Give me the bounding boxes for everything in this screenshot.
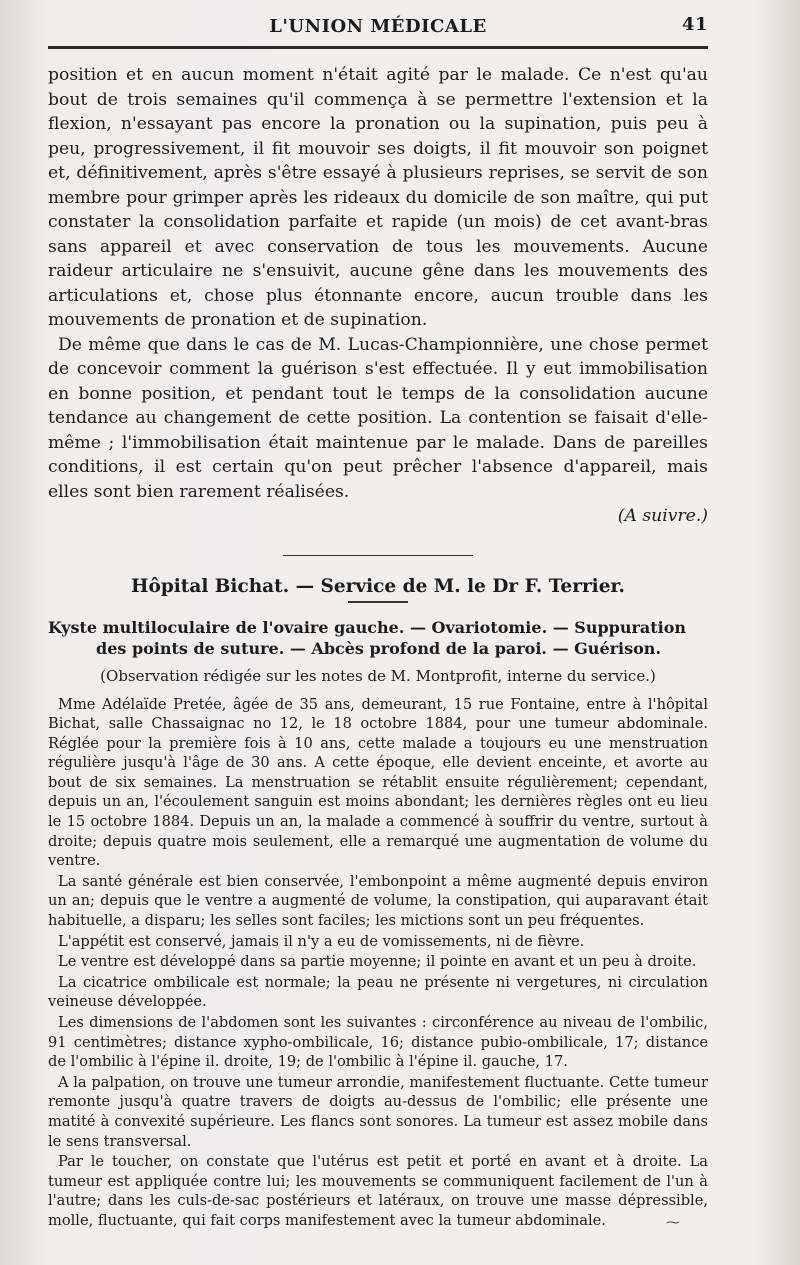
to-follow-note: (A suivre.)	[617, 506, 708, 526]
case-paragraph: L'appétit est conservé, jamais il n'y a eu de vomissements, ni de fièvre.	[58, 932, 585, 950]
pencil-mark-icon: ⁓	[666, 1215, 680, 1231]
section-divider	[283, 555, 473, 556]
header-rule	[48, 46, 708, 49]
case-report	[48, 695, 708, 1231]
heading-rule	[348, 601, 408, 603]
case-paragraph: Les dimensions de l'abdomen sont les suivantes : circonférence au niveau de l'ombilic, 91 centimètres; distance xypho-ombilicale, 16; distance pubio-ombilicale, 17; distance de l'ombilic à l'épine il. droite, 19; de l'ombilic à l'épine il. gauche, 17.	[48, 1014, 708, 1071]
continuation-paragraph-1: position et en aucun moment n'était agité par le malade. Ce n'est qu'au bout de trois semaines qu'il commença à se permettre l'extension et la flexion, n'essayant pas encore la pronation ou la supination, puis peu à peu, progressivement, il fit mouvoir ses doigts, il fit mouvoir son poignet et, définitivement, après s'être essayé à plusieurs reprises, se servit de son membre pour grimper après les rideaux du domicile de son maître, qui put constater la consolidation parfaite et rapide (un mois) de cet avant-bras sans appareil et avec conservation de tous les mouvements. Aucune raideur articulaire ne s'ensuivit, aucune gêne dans les mouvements des articulations et, chose plus étonnante encore, aucun trouble dans les mouvements de pronation et de supination.	[48, 65, 708, 330]
continuation-paragraph-2: De même que dans le cas de M. Lucas-Championnière, une chose permet de concevoir comment la guérison s'est effectuée. Il y eut immobilisation en bonne position, et pendant tout le temps de la consolidation aucune tendance au changement de cette position. La contention se faisait d'elle-même ; l'immobilisation était maintenue par le malade. Dans de pareilles conditions, il est certain qu'on peut prêcher l'absence d'appareil, mais elles sont bien rarement réalisées.	[48, 334, 708, 502]
case-paragraph: Mme Adélaïde Pretée, âgée de 35 ans, demeurant, 15 rue Fontaine, entre à l'hôpital Bichat, salle Chassaignac no 12, le 18 octobre 1884, pour une tumeur abdominale. Réglée pour la première fois à 10 ans, cette malade a toujours eu une menstruation régulière jusqu'à l'âge de 30 ans. A cette époque, elle devient enceinte, et avorte au bout de six semaines. La menstruation se rétablit ensuite régulièrement; cependant, depuis un an, l'écoulement sanguin est moins abondant; les dernières règles ont eu lieu le 15 octobre 1884. Depuis un an, la malade a commencé à souffrir du ventre, surtout à droite; depuis quatre mois seulement, elle a remarqué une augmentation de volume du ventre.	[48, 695, 708, 870]
case-title-line-2: des points de suture. — Abcès profond de la paroi. — Guérison.	[96, 638, 662, 658]
case-paragraph: La santé générale est bien conservée, l'embonpoint a même augmenté depuis environ un an; depuis que le ventre a augmenté de volume, la constipation, qui auparavant était habituelle, a disparu; les selles sont faciles; les mictions sont un peu fréquentes.	[48, 872, 708, 930]
case-title-line-1: Kyste multiloculaire de l'ovaire gauche. — Ovariotomie. — Suppuration	[48, 617, 687, 637]
observation-note: (Observation rédigée sur les notes de M. Montprofit, interne du service.)	[100, 666, 656, 685]
running-header	[48, 0, 708, 46]
hospital-heading: Hôpital Bichat. — Service de M. le Dr F. Terrier.	[131, 575, 625, 597]
continued-article	[48, 63, 708, 529]
case-paragraph: A la palpation, on trouve une tumeur arrondie, manifestement fluctuante. Cette tumeur remonte jusqu'à quatre travers de doigts au-dessus de l'ombilic; elle présente une matité à convexité supérieure. Les flancs sont sonores. La tumeur est assez mobile dans le sens transversal.	[48, 1073, 708, 1150]
page-number: 41	[681, 14, 708, 35]
case-paragraph: La cicatrice ombilicale est normale; la peau ne présente ni vergetures, ni circulation veineuse développée.	[48, 973, 708, 1011]
journal-title: L'UNION MÉDICALE	[269, 16, 487, 37]
case-paragraph: Par le toucher, on constate que l'utérus est petit et porté en avant et à droite. La tumeur est appliquée contre lui; les mouvements se communiquent facilement de l'un à l'autre; dans les culs-de-sac postérieurs et latéraux, on trouve une masse dépressible, molle, fluctuante, qui fait corps manifestement avec la tumeur abdominale.	[48, 1153, 708, 1229]
case-title	[48, 617, 708, 659]
case-paragraph: Le ventre est développé dans sa partie moyenne; il pointe en avant et un peu à droite.	[58, 953, 697, 971]
